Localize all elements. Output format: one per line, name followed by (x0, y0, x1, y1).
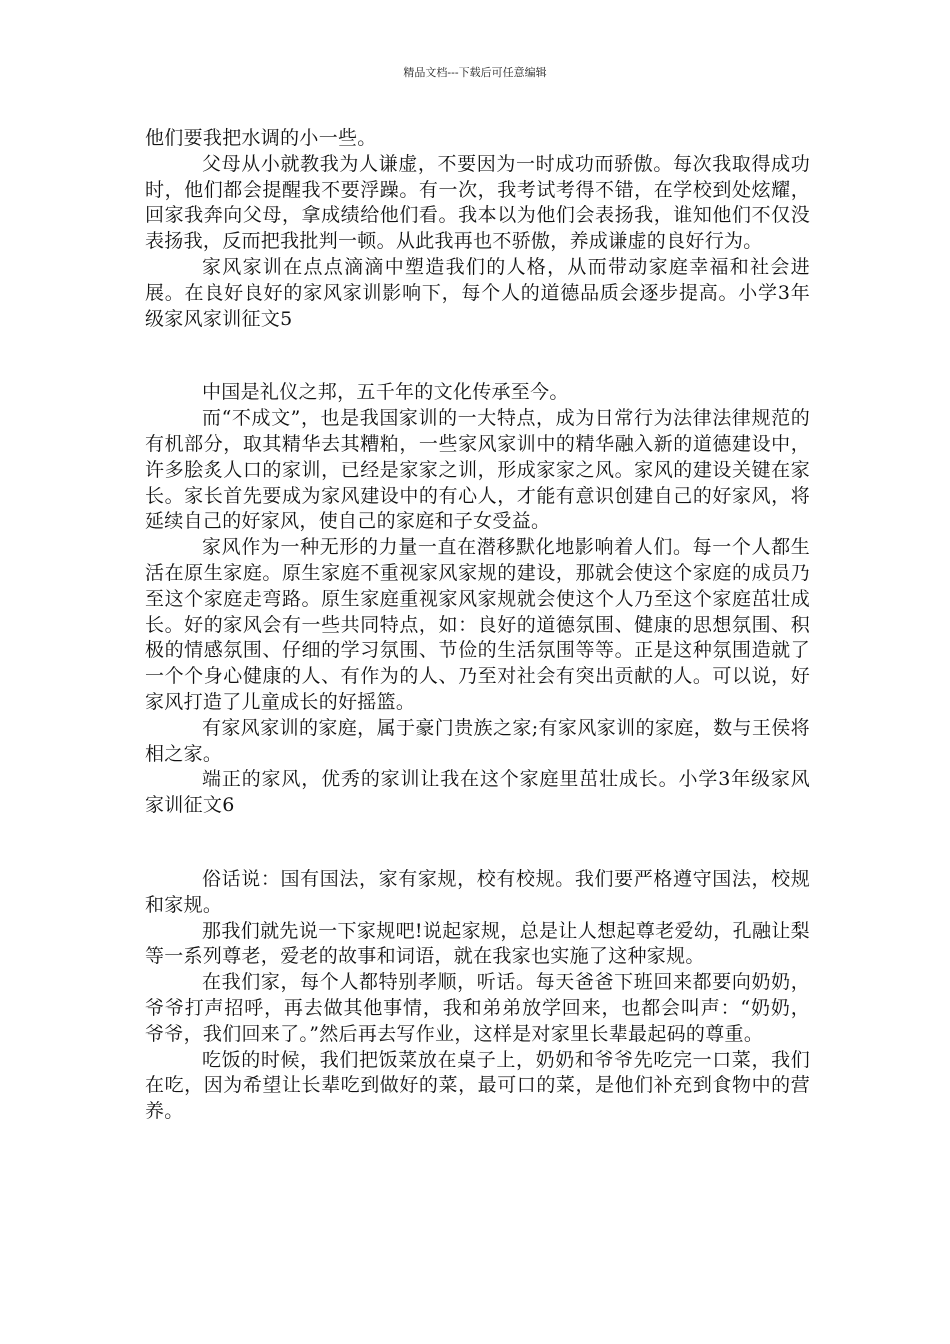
paragraph: 家风作为一种无形的力量一直在潜移默化地影响着人们。每一个人都生活在原生家庭。原生家庭不重视家风家规的建设，那就会使这个家庭的成员乃至这个家庭走弯路。原生家庭重视家风家规就会使这个人乃至这个家庭茁壮成长。好的家风会有一些共同特点，如：良好的道德氛围、健康的思想氛围、积极的情感氛围、仔细的学习氛围、节俭的生活氛围等等。正是这种氛围造就了一个个身心健康的人、有作为的人、乃至对社会有突出贡献的人。可以说，好家风打造了儿童成长的好摇篮。 (145, 536, 810, 713)
paragraph: 那我们就先说一下家规吧!说起家规，总是让人想起尊老爱幼，孔融让梨等一系列尊老，爱老的故事和词语，就在我家也实施了这种家规。 (145, 919, 810, 968)
paragraph: 吃饭的时候，我们把饭菜放在桌子上，奶奶和爷爷先吃完一口菜，我们在吃，因为希望让长辈吃到做好的菜，最可口的菜，是他们补充到食物中的营养。 (145, 1048, 810, 1123)
paragraph: 中国是礼仪之邦，五千年的文化传承至今。 (202, 381, 569, 404)
paragraph: 有家风家训的家庭，属于豪门贵族之家;有家风家训的家庭，数与王侯将相之家。 (145, 716, 810, 765)
paragraph: 俗话说：国有国法，家有家规，校有校规。我们要严格遵守国法，校规和家规。 (145, 867, 810, 916)
paragraph: 父母从小就教我为人谦虚，不要因为一时成功而骄傲。每次我取得成功时，他们都会提醒我不要浮躁。有一次，我考试考得不错，在学校到处炫耀，回家我奔向父母，拿成绩给他们看。我本以为他们会表扬我，谁知他们不仅没表扬我，反而把我批判一顿。从此我再也不骄傲，养成谦虚的良好行为。 (145, 152, 810, 253)
paragraph: 他们要我把水调的小一些。 (145, 127, 377, 149)
paragraph: 在我们家，每个人都特别孝顺，听话。每天爸爸下班回来都要向奶奶，爷爷打声招呼，再去做其他事情，我和弟弟放学回来，也都会叫声：“奶奶，爷爷，我们回来了。”然后再去写作业，这样是对家里长辈最起码的尊重。 (145, 971, 810, 1045)
paragraph: 家风家训在点点滴滴中塑造我们的人格，从而带动家庭幸福和社会进展。在良好良好的家风家训影响下，每个人的道德品质会逐步提高。小学3年级家风家训征文5 (145, 255, 810, 330)
paragraph-gap (145, 819, 810, 867)
page-header: 精品文档---下载后可任意编辑 (403, 66, 547, 79)
paragraph: 端正的家风，优秀的家训让我在这个家庭里茁壮成长。小学3年级家风家训征文6 (145, 768, 810, 817)
paragraph-gap (145, 332, 810, 380)
paragraph: 而“不成文”，也是我国家训的一大特点，成为日常行为法律法律规范的有机部分，取其精华去其糟粕，一些家风家训中的精华融入新的道德建设中，许多脍炙人口的家训，已经是家家之训，形成家家之风。家风的建设关键在家长。家长首先要成为家风建设中的有心人，才能有意识创建自己的好家风，将延续自己的好家风，使自己的家庭和子女受益。 (145, 407, 810, 533)
document-body (145, 126, 810, 1125)
